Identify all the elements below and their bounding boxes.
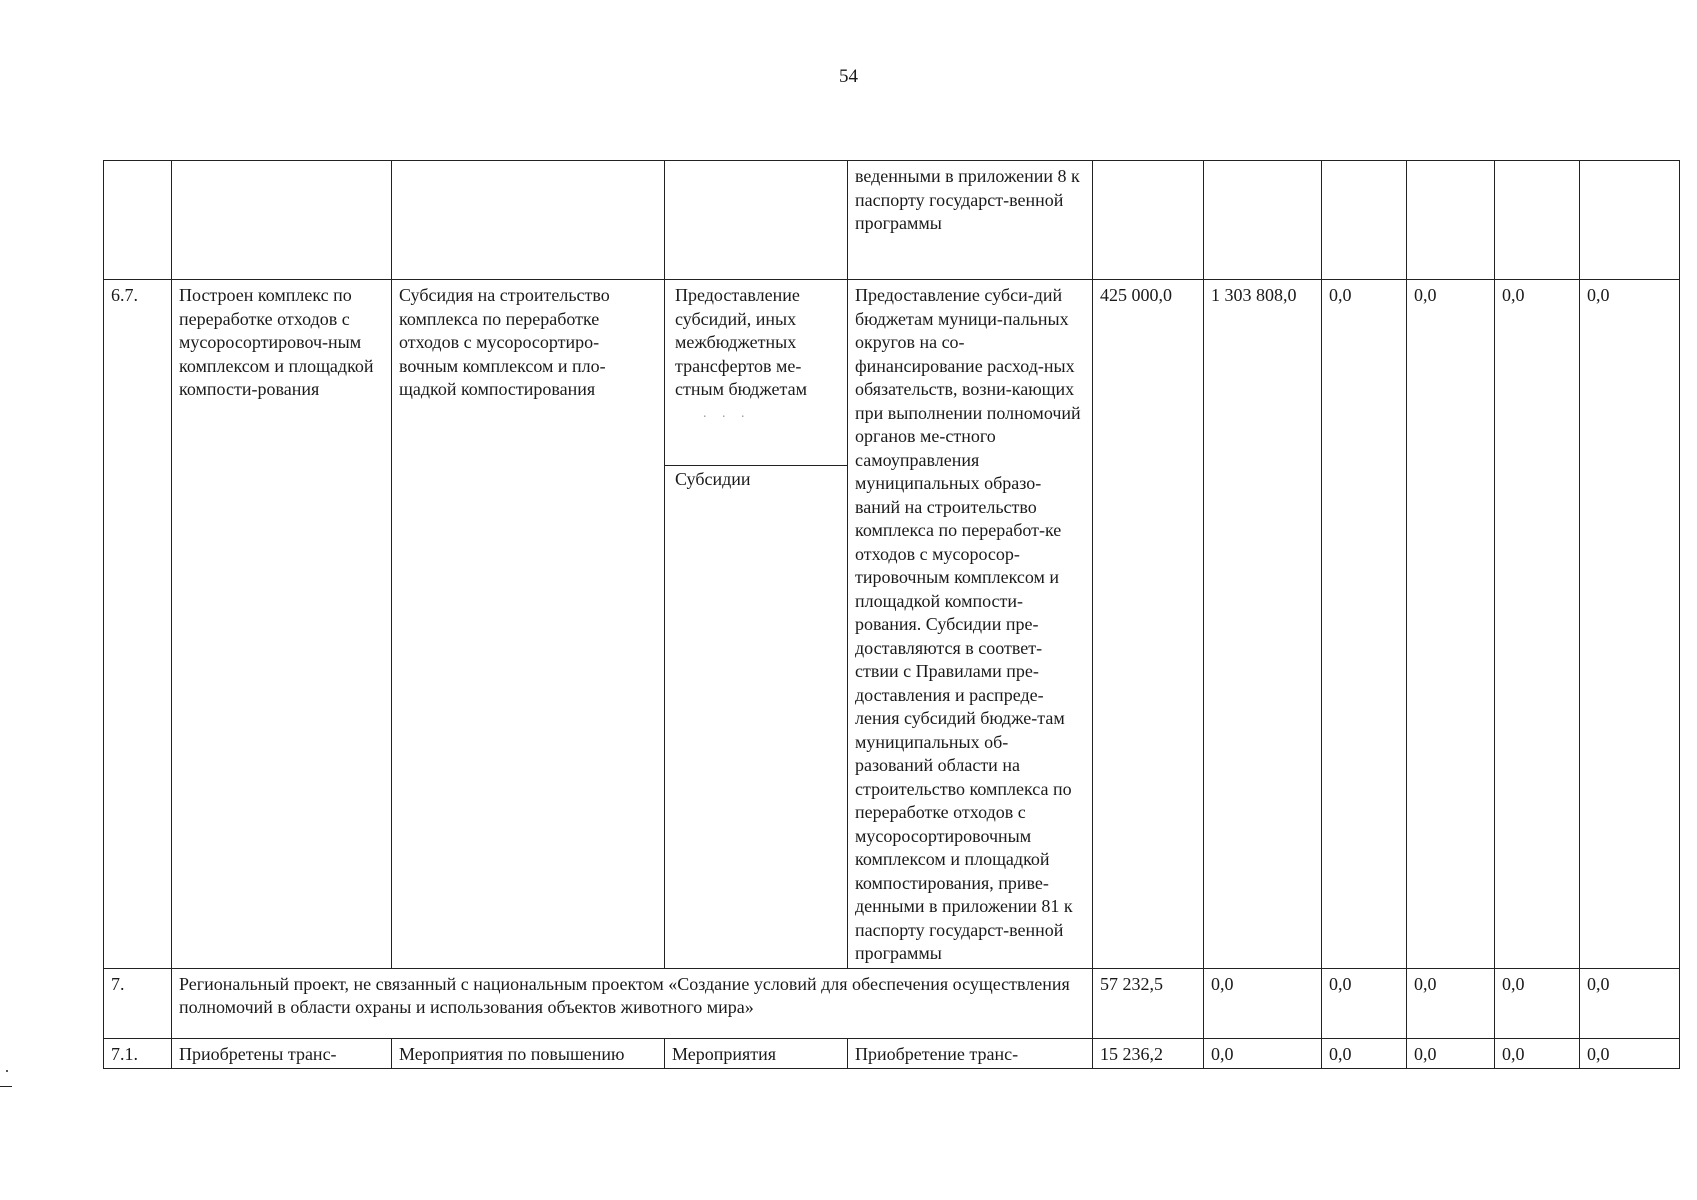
program-table — [103, 160, 1680, 1069]
cell-value — [1093, 161, 1204, 280]
cell-value — [1407, 161, 1495, 280]
cell-value-2: 0,0 — [1204, 1038, 1322, 1069]
cell-value-4: 0,0 — [1407, 968, 1495, 1038]
cell-value — [1495, 161, 1580, 280]
cell-value-4: 0,0 — [1407, 1038, 1495, 1069]
cell-value-3: 0,0 — [1322, 280, 1407, 969]
cell-value-2: 1 303 808,0 — [1204, 280, 1322, 969]
cell-event: Субсидия на строительство комплекса по переработке отходов с мусоросортиро-вочным комплексом и пло-щадкой компостирования — [392, 280, 665, 969]
cell-description: веденными в приложении 8 к паспорту государст-венной программы — [848, 161, 1093, 280]
cell-description: Предоставление субси-дий бюджетам муници-пальных округов на со-финансирование расход-ных обязательств, возни-кающих при выполнении полномочий органов ме-стного самоуправления муниципальных образо-ваний на строительство комплекса по переработ-ке отходов с мусоросор-тировочным комплексом и площадкой компости-рования. Субсидии пре-доставляются в соответ-ствии с Правилами пре-доставления и распреде-ления субсидий бюдже-там муниципальных об-разований области на строительство комплекса по переработке отходов с мусоросортировочным комплексом и площадкой компостирования, приве-денными в приложении 81 к паспорту государст-венной программы — [848, 280, 1093, 969]
table-row-continuation — [104, 161, 1680, 280]
section-title: Региональный проект, не связанный с национальным проектом «Создание условий для обеспечения осуществления полномочий в области охраны и использования объектов животного мира» — [172, 968, 1093, 1038]
cell-result — [172, 161, 392, 280]
mechanism-bottom: Субсидии — [675, 469, 751, 489]
cell-value-2: 0,0 — [1204, 968, 1322, 1038]
cell-value-1: 425 000,0 — [1093, 280, 1204, 969]
cell-value-3: 0,0 — [1322, 968, 1407, 1038]
cell-value-1: 15 236,2 — [1093, 1038, 1204, 1069]
cell-value-4: 0,0 — [1407, 280, 1495, 969]
mechanism-top — [665, 280, 847, 466]
cell-value-1: 57 232,5 — [1093, 968, 1204, 1038]
cell-mechanism — [665, 280, 848, 969]
cell-value-6: 0,0 — [1580, 968, 1680, 1038]
cell-value-5: 0,0 — [1495, 1038, 1580, 1069]
scan-speck — [6, 1070, 8, 1072]
cell-value — [1322, 161, 1407, 280]
cell-value-5: 0,0 — [1495, 968, 1580, 1038]
page-number: 54 — [839, 66, 858, 87]
cell-event — [392, 161, 665, 280]
margin-mark — [0, 1086, 12, 1087]
cell-value-5: 0,0 — [1495, 280, 1580, 969]
cell-value — [1204, 161, 1322, 280]
row-number: 7.1. — [104, 1038, 172, 1069]
cell-value-6: 0,0 — [1580, 280, 1680, 969]
scan-dots: . . . — [703, 405, 751, 421]
row-number: 7. — [104, 968, 172, 1038]
cell-result: Приобретены транс- — [172, 1038, 392, 1069]
table-row-7-1 — [104, 1038, 1680, 1069]
cell-value-6: 0,0 — [1580, 1038, 1680, 1069]
cell-value-3: 0,0 — [1322, 1038, 1407, 1069]
cell-result: Построен комплекс по переработке отходов с мусоросортировоч-ным комплексом и площадкой компости-рования — [172, 280, 392, 969]
cell-num — [104, 161, 172, 280]
cell-mechanism — [665, 161, 848, 280]
cell-mechanism: Мероприятия — [665, 1038, 848, 1069]
cell-event: Мероприятия по повышению — [392, 1038, 665, 1069]
table-row-7 — [104, 968, 1680, 1038]
mechanism-top-text: Предоставление субсидий, иных межбюджетных трансфертов ме-стным бюджетам — [675, 285, 807, 399]
cell-description: Приобретение транс- — [848, 1038, 1093, 1069]
row-number: 6.7. — [104, 280, 172, 969]
table-row-6-7 — [104, 280, 1680, 969]
cell-value — [1580, 161, 1680, 280]
